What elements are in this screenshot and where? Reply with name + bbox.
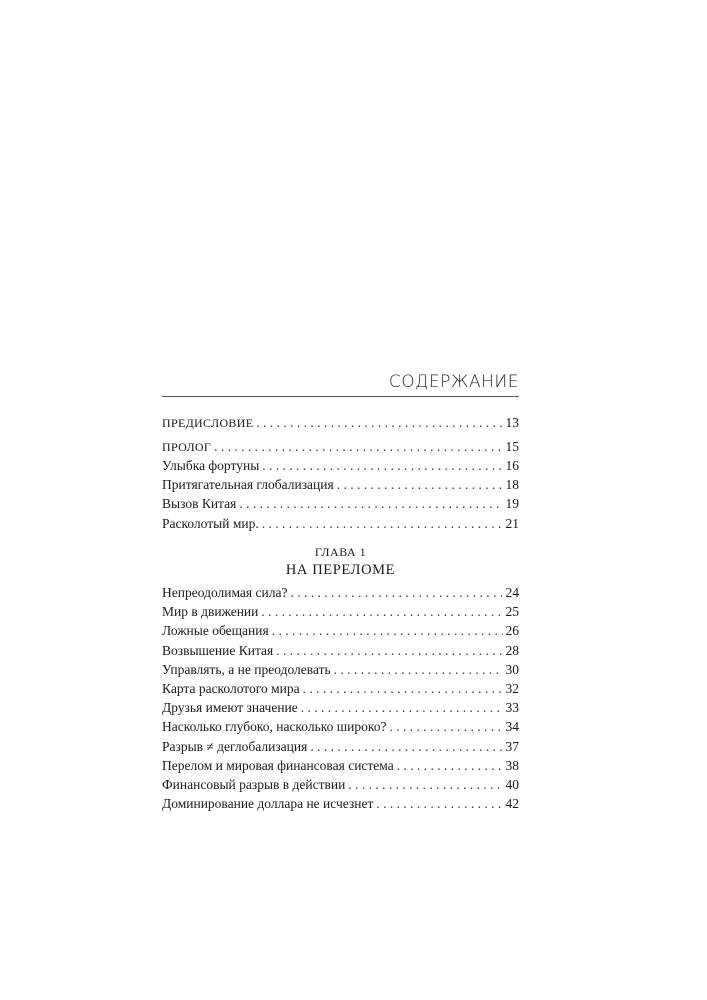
toc-entry-label: ПРОЛОГ xyxy=(162,440,212,455)
toc-entry-page: 40 xyxy=(505,776,519,792)
leader-dots xyxy=(239,494,502,513)
toc-entry-label: Насколько глубоко, насколько широко? xyxy=(162,719,387,735)
front-matter-list xyxy=(162,413,519,461)
leader-dots xyxy=(256,413,502,432)
leader-dots xyxy=(301,698,503,717)
toc-entry-label: Перелом и мировая финансовая система xyxy=(162,757,394,773)
toc-entry-page: 24 xyxy=(505,585,519,600)
leader-dots xyxy=(261,602,502,621)
leader-dots xyxy=(376,794,502,813)
title-divider xyxy=(162,396,519,397)
toc-entry-page: 13 xyxy=(505,415,519,430)
chapter1-sections-list xyxy=(162,583,519,813)
toc-entry-page: 37 xyxy=(505,738,519,754)
leader-dots xyxy=(337,475,503,494)
toc-entry-label: Доминирование доллара не исчезнет xyxy=(162,796,374,812)
toc-entry-label: Финансовый разрыв в действии xyxy=(162,776,346,792)
toc-entry-label: ПРЕДИСЛОВИЕ xyxy=(162,416,254,430)
toc-entry-page: 28 xyxy=(505,642,519,658)
toc-entry-page: 16 xyxy=(505,458,519,473)
leader-dots xyxy=(290,583,502,602)
leader-dots xyxy=(348,775,502,794)
toc-entry-page: 34 xyxy=(505,719,519,735)
toc-entry[interactable] xyxy=(162,494,519,513)
toc-entry-label: Мир в движении xyxy=(162,604,259,620)
toc-entry-prologue[interactable] xyxy=(162,437,519,456)
toc-entry-page: 33 xyxy=(505,700,519,716)
toc-entry-page: 18 xyxy=(505,477,519,493)
toc-entry[interactable] xyxy=(162,602,519,621)
toc-entry-preface[interactable] xyxy=(162,413,519,432)
toc-entry[interactable] xyxy=(162,456,519,475)
toc-entry-label: Непреодолимая сила? xyxy=(162,585,288,600)
toc-entry[interactable] xyxy=(162,717,519,736)
toc-entry-page: 21 xyxy=(505,515,519,531)
page-title: СОДЕРЖАНИЕ xyxy=(388,372,519,392)
toc-entry-label: Возвышение Китая xyxy=(162,642,274,658)
toc-entry[interactable] xyxy=(162,475,519,494)
toc-entry-label: Разрыв ≠ деглобализация xyxy=(162,738,308,754)
toc-entry-label: Друзья имеют значение xyxy=(162,700,298,716)
toc-entry-label: Карта расколотого мира xyxy=(162,680,300,696)
toc-entry[interactable] xyxy=(162,794,519,813)
toc-entry[interactable] xyxy=(162,775,519,794)
leader-dots xyxy=(334,660,503,679)
toc-entry[interactable] xyxy=(162,737,519,756)
leader-dots xyxy=(276,641,502,660)
toc-entry-page: 42 xyxy=(505,796,519,812)
toc-entry-page: 25 xyxy=(505,604,519,620)
leader-dots xyxy=(397,756,503,775)
toc-entry-label: Улыбка фортуны xyxy=(162,458,260,473)
leader-dots xyxy=(310,737,502,756)
toc-entry[interactable] xyxy=(162,514,519,533)
toc-entry[interactable] xyxy=(162,679,519,698)
toc-entry-page: 15 xyxy=(505,439,519,455)
leader-dots xyxy=(262,456,502,475)
leader-dots xyxy=(303,679,503,698)
toc-entry-label: Расколотый мир. xyxy=(162,515,259,531)
chapter-title: НА ПЕРЕЛОМЕ xyxy=(285,562,396,578)
toc-entry-label: Вызов Китая xyxy=(162,496,237,512)
toc-entry-page: 19 xyxy=(505,496,519,512)
toc-entry-page: 26 xyxy=(505,623,519,639)
leader-dots xyxy=(214,437,502,456)
toc-entry-page: 38 xyxy=(505,757,519,773)
toc-entry-label: Управлять, а не преодолевать xyxy=(162,661,331,677)
toc-entry[interactable] xyxy=(162,583,519,602)
toc-entry-label: Ложные обещания xyxy=(162,623,269,639)
prologue-sections-list xyxy=(162,456,519,533)
chapter-label: ГЛАВА 1 xyxy=(314,545,367,559)
toc-entry-label: Притягательная глобализация xyxy=(162,477,334,493)
toc-entry[interactable] xyxy=(162,698,519,717)
toc-entry[interactable] xyxy=(162,756,519,775)
toc-entry-page: 32 xyxy=(505,680,519,696)
toc-entry[interactable] xyxy=(162,621,519,640)
toc-entry-page: 30 xyxy=(505,661,519,677)
leader-dots xyxy=(262,514,503,533)
leader-dots xyxy=(272,621,503,640)
leader-dots xyxy=(390,717,503,736)
toc-entry[interactable] xyxy=(162,641,519,660)
toc-entry[interactable] xyxy=(162,660,519,679)
